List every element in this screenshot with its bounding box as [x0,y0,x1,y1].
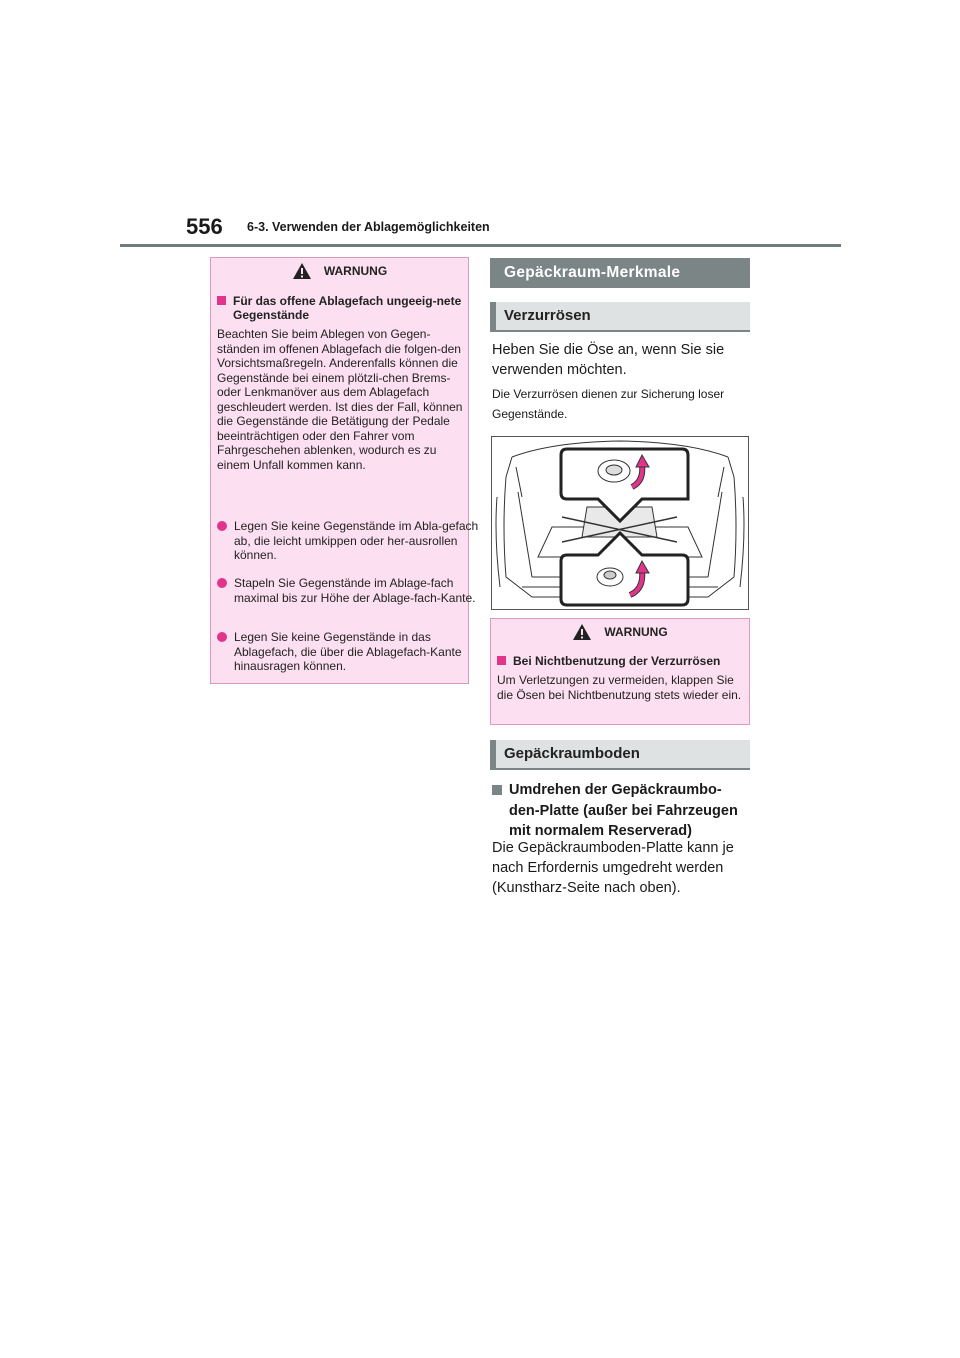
main-heading: Gepäckraum-Merkmale [490,258,750,288]
warning-box-left [210,257,479,684]
dot-bullet-icon [217,632,227,642]
subsection-heading [492,780,752,842]
warning-body: Um Verletzungen zu vermeiden, klappen Sie die Ösen bei Nichtbenutzung stets wieder ein. [497,673,742,702]
warning-heading [491,654,749,668]
warning-body: Beachten Sie beim Ablegen von Gegen-ständen im offenen Ablagefach die folgen-den Vorsichtsmaßregeln. Anderenfalls können die Gegenstände bei einem plötzli-chen Brems- oder Lenkmanöver aus dem Ablagefach geschleudert werden. Ist dies der Fall, können die Gegenstände die Betätigung der Pedale beeinträchtigen oder den Fahrer vom Fahrgeschehen ablenken, wodurch es zu einem Unfall kommen kann. [217,327,463,472]
warning-title-text: WARNUNG [604,625,668,639]
warning-bullet-3-text: Legen Sie keine Gegenstände in das Ablagefach, die über die Ablagefach-Kante hinausragen können. [234,630,462,673]
paragraph-2: Die Verzurrösen dienen zur Sicherung loser Gegenstände. [492,387,725,421]
warning-title [211,258,468,284]
subsection-heading-text: Umdrehen der Gepäckraumbo-den-Platte (außer bei Fahrzeugen mit normalem Reserverad) [509,782,738,839]
warning-heading-text: Für das offene Ablagefach ungeeig-nete Gegenstände [233,294,462,322]
trunk-illustration [491,436,749,610]
paragraph-1: Heben Sie die Öse an, wenn Sie sie verwenden möchten. [492,342,725,378]
warning-bullet-1-text: Legen Sie keine Gegenstände im Abla-gefach ab, die leicht umkippen oder her-ausrollen können. [234,519,479,562]
section-title: 6-3. Verwenden der Ablagemöglichkeiten [247,220,490,234]
warning-box-right [490,618,750,725]
warning-triangle-icon [292,262,312,280]
page-number: 556 [186,214,223,239]
square-bullet-icon [217,296,226,305]
warning-title-text: WARNUNG [323,264,388,278]
dot-bullet-icon [217,521,227,531]
warning-bullet-2 [215,576,486,605]
warning-bullet-2-text: Stapeln Sie Gegenstände im Ablage-fach maximal bis zur Höhe der Ablage-fach-Kante. [234,576,476,605]
header-rule [120,244,841,247]
warning-bullet-3 [215,630,486,674]
paragraph-3: Die Gepäckraumboden-Platte kann je nach Erfordernis umgedreht werden (Kunstharz-Seite nach oben). [492,840,734,896]
warning-heading [211,294,468,322]
subheading-gepaeckraumboden: Gepäckraumboden [490,740,750,770]
square-bullet-icon [492,785,502,795]
warning-title [491,619,749,645]
dot-bullet-icon [217,578,227,588]
trunk-drawing [492,437,748,609]
square-bullet-icon [497,656,506,665]
warning-bullet-1 [215,519,486,563]
subheading-verzurroesen: Verzurrösen [490,302,750,332]
warning-heading-text: Bei Nichtbenutzung der Verzurrösen [513,654,721,668]
warning-triangle-icon [572,623,592,641]
